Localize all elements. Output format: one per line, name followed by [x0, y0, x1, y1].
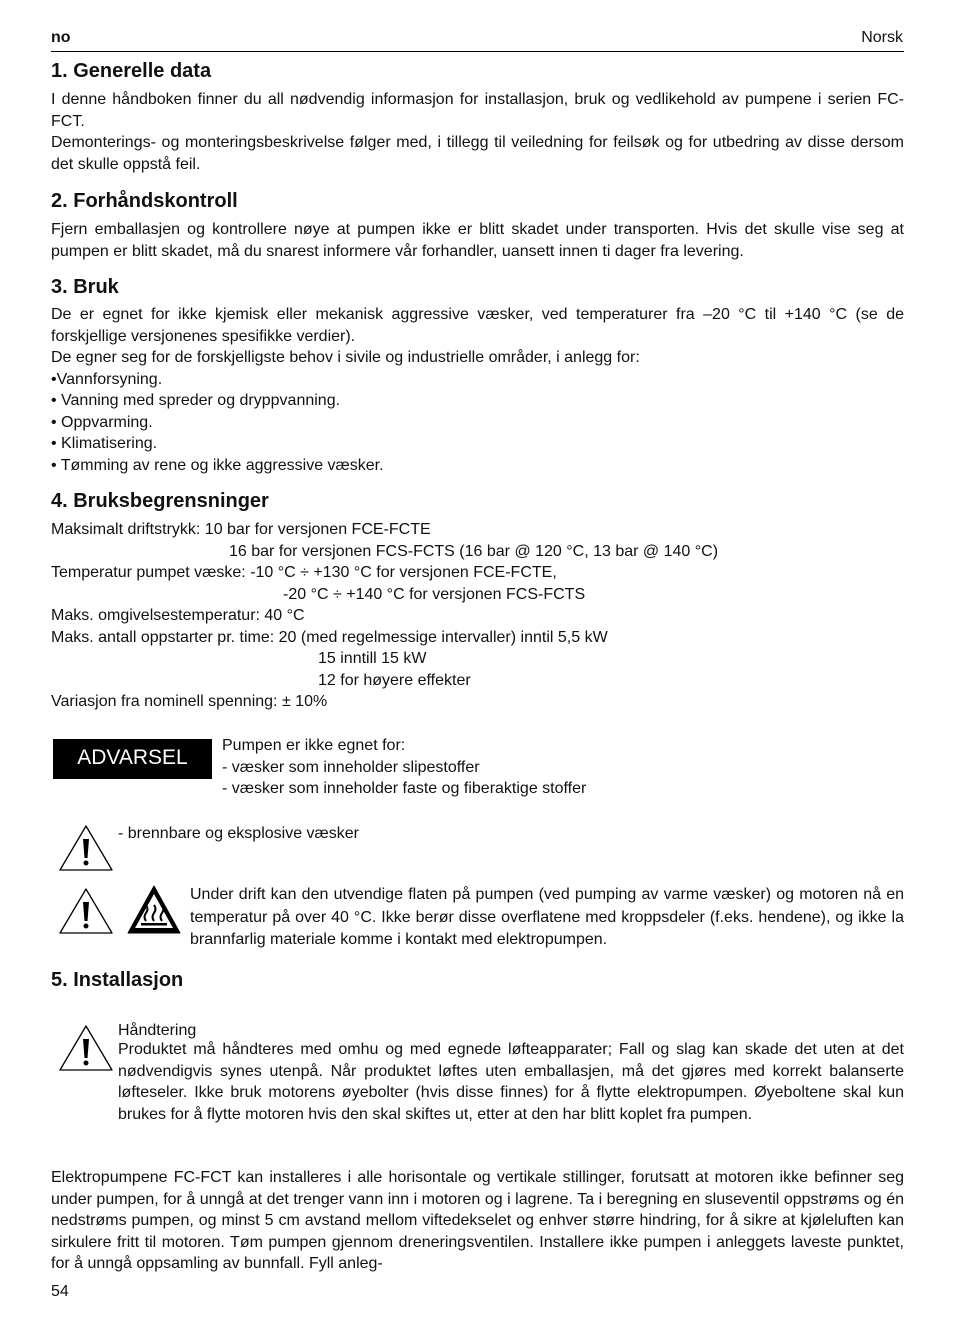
- warning-line: - brennbare og eksplosive væsker: [118, 825, 360, 842]
- limit-line: -20 °C ÷ +140 °C for versjonen FCS-FCTS: [283, 586, 586, 603]
- language-name: Norsk: [861, 29, 903, 46]
- list-item: •Vannforsyning.: [51, 371, 163, 388]
- list-item: • Oppvarming.: [51, 414, 153, 431]
- section-4-title: 4. Bruksbegrensninger: [51, 490, 269, 512]
- hot-surface-warning-icon: [126, 884, 182, 936]
- list-item: • Klimatisering.: [51, 435, 158, 452]
- hot-surface-warning-text: Under drift kan den utvendige flaten på pumpen (ved pumping av varme væsker) og motoren nå en temperatur på over 40 °C. Ikke berør disse overflatene med kroppsdeler (f.eks. hendene), og ikke la brannfarlig materiale komme i kontakt med elektropumpen.: [190, 886, 904, 949]
- warning-line: Pumpen er ikke egnet for:: [222, 737, 406, 754]
- section-5-title: 5. Installasjon: [51, 969, 184, 991]
- section-1-paragraph-2: Demonterings- og monteringsbeskrivelse følger med, i tillegg til veiledning for feilsøk og for utbedring av disse dersom det skulle oppstå feil.: [51, 134, 904, 173]
- warning-triangle-icon: [57, 1023, 115, 1073]
- section-3-paragraph-2: De egner seg for de forskjelligste behov i sivile og industrielle områder, i anlegg for:: [51, 349, 640, 366]
- limit-line: Maks. antall oppstarter pr. time: 20 (med regelmessige intervaller) inntil 5,5 kW: [51, 629, 608, 646]
- limit-line: Maks. omgivelsestemperatur: 40 °C: [51, 607, 305, 624]
- section-3-paragraph-1: De er egnet for ikke kjemisk eller mekanisk aggressive væsker, ved temperaturer fra –20 °C til +140 °C (se de forskjellige versjonenes spesifikke verdier).: [51, 306, 904, 345]
- section-5-paragraph: Elektropumpene FC-FCT kan installeres i alle horisontale og vertikale stillinger, forutsatt at motoren ikke befinner seg under pumpen, for å unngå at det trenger vann inn i motoren og i lagrene. Ta i beregning en sluseventil oppstrøms og én nedstrøms pumpen, og minst 5 cm avstand mellom viftedekselet og enhver større hindring, for å sikre at kjøleluften kan sirkulere fritt til motoren. Tøm pumpen gjennom dreneringsventilen. Installere ikke pumpen i anleggets laveste punktet, for å unngå oppsamling av bunnfall. Fyll anleg-: [51, 1169, 904, 1273]
- limit-line: Temperatur pumpet væske: -10 °C ÷ +130 °C for versjonen FCE-FCTE,: [51, 564, 557, 581]
- section-2-title: 2. Forhåndskontroll: [51, 190, 238, 212]
- header-rule: [51, 51, 904, 52]
- limit-line: Variasjon fra nominell spenning: ± 10%: [51, 693, 328, 710]
- language-code: no: [51, 29, 71, 46]
- limit-line: Maksimalt driftstrykk: 10 bar for versjonen FCE-FCTE: [51, 521, 431, 538]
- section-2-paragraph: Fjern emballasjen og kontrollere nøye at pumpen ikke er blitt skadet under transporten. Hvis det skulle vise seg at pumpen er blitt skadet, må du snarest informere vår forhandler, uansett innen ti dager fra levering.: [51, 221, 904, 260]
- section-1-title: 1. Generelle data: [51, 60, 212, 82]
- limit-line: 12 for høyere effekter: [318, 672, 471, 689]
- list-item: • Tømming av rene og ikke aggressive væsker.: [51, 457, 384, 474]
- page-number: 54: [51, 1283, 69, 1300]
- warning-line: - væsker som inneholder faste og fiberaktige stoffer: [222, 780, 587, 797]
- warning-triangle-icon: [57, 823, 115, 873]
- section-3-title: 3. Bruk: [51, 276, 119, 298]
- warning-badge: ADVARSEL: [53, 739, 212, 779]
- handling-title: Håndtering: [118, 1022, 197, 1039]
- warning-triangle-icon: [57, 886, 115, 936]
- limit-line: 15 inntill 15 kW: [318, 650, 427, 667]
- warning-line: - væsker som inneholder slipestoffer: [222, 759, 480, 776]
- list-item: • Vanning med spreder og dryppvanning.: [51, 392, 341, 409]
- handling-text: Produktet må håndteres med omhu og med egnede løfteapparater; Fall og slag kan skade det uten at det nødvendigvis synes utenpå. Når produktet løftes uten emballasjen, må det gjøres med korrekt balanserte løfteseler. Ikke bruk motorens øyebolter (hvis disse finnes) for å flytte elektropumpen. Øyeboltene skal kun brukes for å flytte motoren hvis den skal skiftes ut, etter at den har blitt koplet fra pumpen.: [118, 1041, 904, 1123]
- limit-line: 16 bar for versjonen FCS-FCTS (16 bar @ 120 °C, 13 bar @ 140 °C): [229, 543, 719, 560]
- section-1-paragraph-1: I denne håndboken finner du all nødvendig informasjon for installasjon, bruk og vedlikehold av pumpene i serien FC-FCT.: [51, 91, 904, 130]
